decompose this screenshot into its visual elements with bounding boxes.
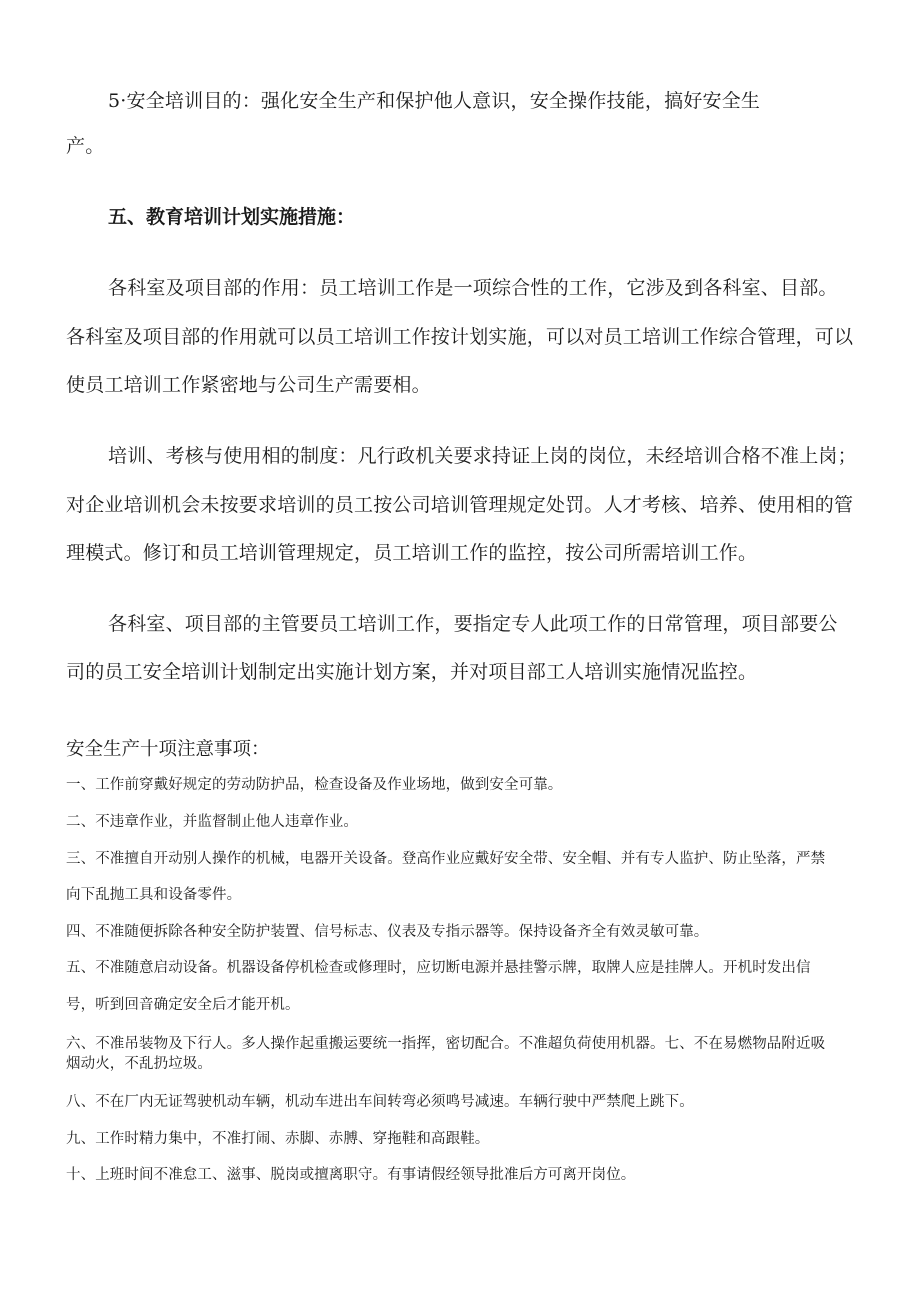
- para-1-line-1: 各科室及项目部的作用：员工培训工作是一项综合性的工作，它涉及到各科室、目部。: [108, 277, 838, 299]
- safety-item-6-line-2: 烟动火，不乱扔垃圾。: [66, 1056, 212, 1072]
- safety-item-3-line-2: 向下乱抛工具和设备零件。: [66, 887, 242, 903]
- safety-item-4: 四、不准随便拆除各种安全防护装置、信号标志、仪表及专指示器等。保持设备齐全有效灵敏可靠。: [66, 924, 709, 940]
- section-heading: 五、教育培训计划实施措施：: [108, 206, 356, 228]
- safety-title: 安全生产十项注意事项：: [66, 739, 270, 760]
- safety-item-5-line-1: 五、不准随意启动设备。机器设备停机检查或修理时，应切断电源并悬挂警示牌，取牌人应是挂牌人。开机时发出信: [66, 960, 811, 976]
- section-5-line-2: 产。: [66, 135, 105, 157]
- safety-item-8: 八、不在厂内无证驾驶机动车辆，机动车进出车间转弯必须鸣号减速。车辆行驶中严禁爬上跳下。: [66, 1094, 694, 1110]
- para-3-line-1: 各科室、项目部的主管要员工培训工作，要指定专人此项工作的日常管理，项目部要公: [108, 613, 838, 635]
- safety-item-5-line-2: 号，听到回音确定安全后才能开机。: [66, 997, 300, 1013]
- para-3-line-2: 司的员工安全培训计划制定出实施计划方案，并对项目部工人培训实施情况监控。: [66, 661, 758, 683]
- safety-item-10: 十、上班时间不准怠工、滋事、脱岗或擅离职守。有事请假经领导批准后方可离开岗位。: [66, 1167, 636, 1183]
- safety-item-2: 二、不违章作业，并监督制止他人违章作业。: [66, 814, 358, 830]
- para-2-line-2: 对企业培训机会未按要求培训的员工按公司培训管理规定处罚。人才考核、培养、使用相的管: [66, 494, 854, 516]
- safety-item-1: 一、工作前穿戴好规定的劳动防护品，检查设备及作业场地，做到安全可靠。: [66, 777, 563, 793]
- para-1-line-3: 使员工培训工作紧密地与公司生产需要相。: [66, 374, 431, 396]
- para-2-line-3: 理模式。修订和员工培训管理规定，员工培训工作的监控，按公司所需培训工作。: [66, 542, 758, 564]
- section-5-line-1: 5·安全培训目的：强化安全生产和保护他人意识，安全操作技能，搞好安全生: [108, 90, 761, 112]
- para-2-line-1: 培训、考核与使用相的制度：凡行政机关要求持证上岗的岗位，未经培训合格不准上岗；: [108, 445, 857, 467]
- safety-item-9: 九、工作时精力集中，不准打闹、赤脚、赤膊、穿拖鞋和高跟鞋。: [66, 1131, 490, 1147]
- safety-item-3-line-1: 三、不准擅自开动别人操作的机械，电器开关设备。登高作业应戴好安全带、安全帽、并有专人监护、防止坠落，严禁: [66, 851, 826, 867]
- para-1-line-2: 各科室及项目部的作用就可以员工培训工作按计划实施，可以对员工培训工作综合管理，可以: [66, 326, 854, 348]
- safety-item-6-line-1: 六、不准吊装物及下行人。多人操作起重搬运要统一指挥，密切配合。不准超负荷使用机器。七、不在易燃物品附近吸: [66, 1036, 826, 1052]
